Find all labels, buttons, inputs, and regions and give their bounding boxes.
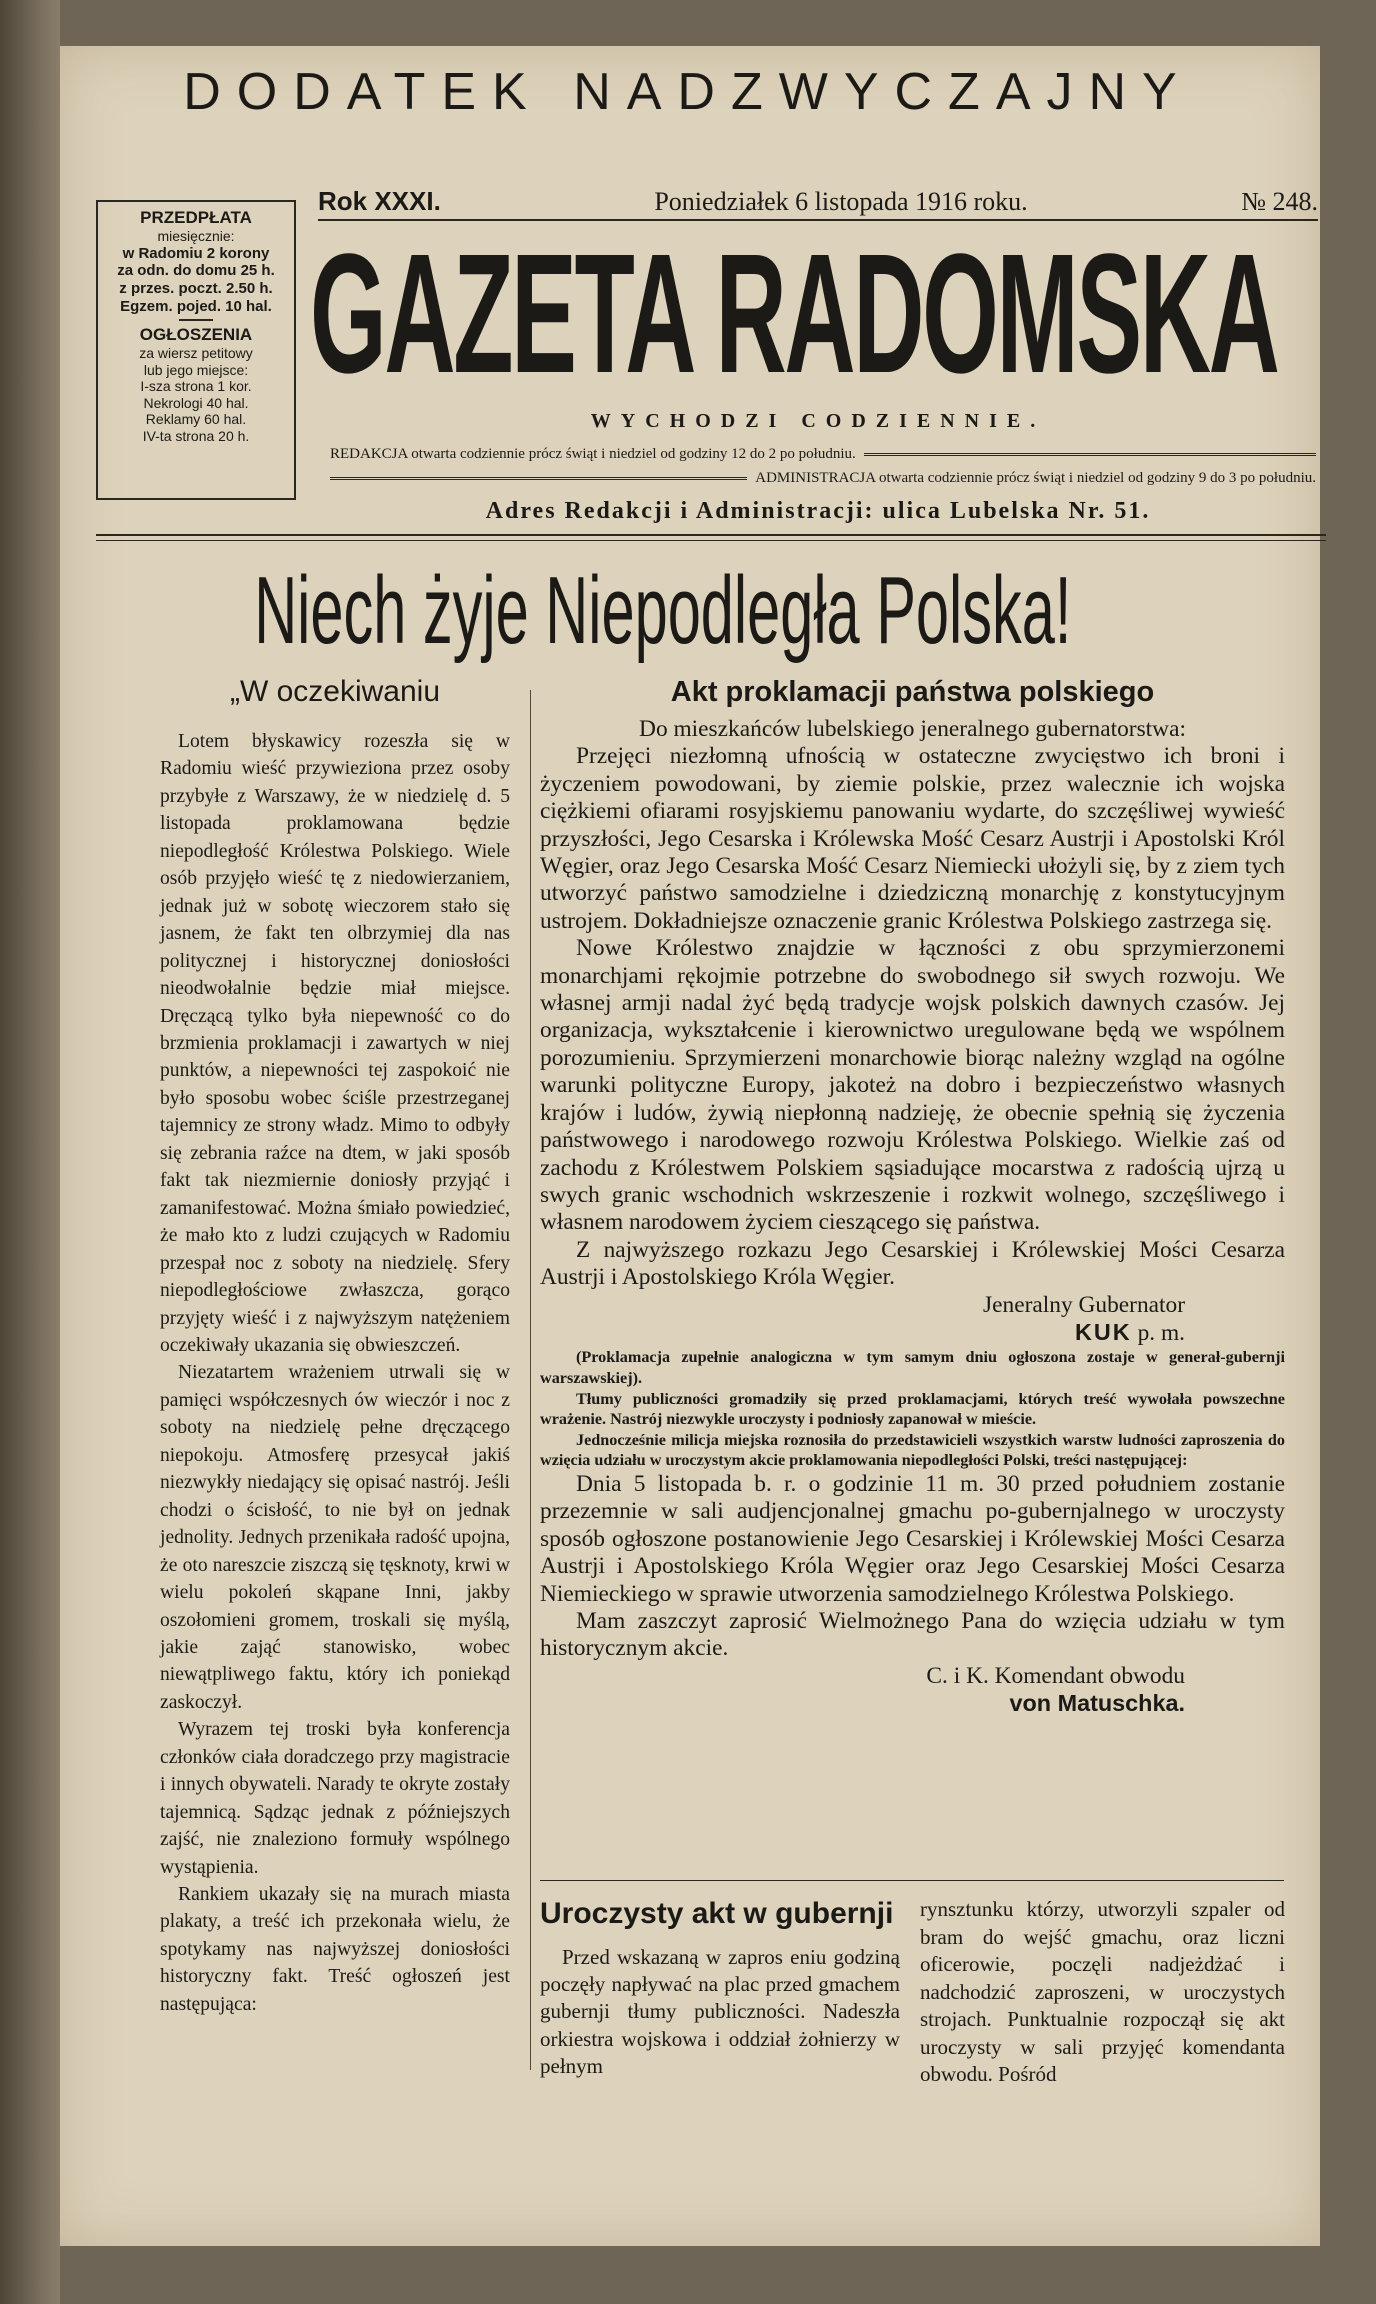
divider: [179, 319, 213, 321]
address-line: Adres Redakcji i Administracji: ulica Lubelska Nr. 51.: [485, 498, 1151, 524]
subscription-price: Egzem. pojed. 10 hal.: [120, 297, 272, 315]
issue-number: № 248.: [1241, 187, 1318, 216]
signature-title: Jeneralny Gubernator: [983, 1291, 1185, 1318]
proclamation-address: Do mieszkańców lubelskiego jeneralnego gubernatorstwa:: [639, 716, 1186, 742]
paragraph: Przed wskazaną w zapros eniu godziną poczęły napływać na plac przed gmachem gubernji tłumy publiczności. Nadeszła orkiestra wojskowa i oddział żołnierzy w pełnym: [540, 1945, 900, 2078]
ads-price: Nekrologi 40 hal.: [143, 394, 249, 411]
divider: [330, 477, 747, 480]
paragraph: Niezatartem wrażeniem utrwali się w pamięci współczesnych ów wieczór i noc z soboty na niedzielę pełne dręczącego niepokoju. Atmosferę przesycał jakiś niezwykły niedający się opisać nastrój. Jeśli chodzi o ścisłość, to nie był on jednak jednolity. Jednych przenikała radość upojna, że oto nareszcie ziszczą się tęsknoty, krwi w wielu pokoleń skąpane Inni, jakby oszołomieni gromem, troskali się myślą, jakie zająć stanowisko, wobec niewątpliwego faktu, który ich poniekąd zaskoczył.: [160, 1362, 510, 1713]
issue-year: Rok XXXI.: [318, 186, 441, 216]
ads-price: IV-ta strona 20 h.: [142, 427, 250, 444]
subscription-price: za odn. do domu 25 h.: [117, 262, 275, 280]
paragraph: rynsztunku którzy, utworzyli szpaler od bram do wejść gmachu, oraz liczni oficerowie, poczęli nadjeżdżać i nadchodzić zaproszeni, w uroczystych strojach. Punktualnie rozpoczął się akt uroczysty w sali przyjęć komendanta obwodu. Pośród: [920, 1897, 1285, 2086]
header-rule: [96, 540, 1326, 541]
ads-note: lub jego miejsce:: [143, 361, 249, 378]
proclamation-title: Akt proklamacji państwa polskiego: [670, 676, 1155, 708]
bottom-article-right: [920, 1896, 1285, 2089]
ads-price: I-sza strona 1 kor.: [140, 378, 252, 395]
note: (Proklamacja zupełnie analogiczna w tym samym dniu ogłoszona zostaje w generał-gubernji warszawskiej).: [540, 1348, 1285, 1387]
note: Jednocześnie milicja miejska roznosiła do przedstawicieli wszystkich warstw ludności zaproszenia do wzięcia udziału w uroczystym akcie proklamowania niepodległości Polski, treści następującej:: [540, 1430, 1285, 1470]
paragraph: Rankiem ukazały się na murach miasta plakaty, a treść ich przekonała wielu, że spotykamy nas najwyższej doniosłości historyczny fakt. Treść ogłoszeń jest następująca:: [160, 1884, 510, 2015]
note: Tłumy publiczności gromadziły się przed proklamacjami, których treść wywołała powszechne wrażenie. Nastrój niezwykle uroczysty i podniosły zapanował w mieście.: [540, 1389, 1285, 1429]
commander-title: C. i K. Komendant obwodu: [926, 1662, 1185, 1689]
bottom-article-left: [540, 1894, 900, 2080]
invitation-paragraph: Dnia 5 listopada b. r. o godzinie 11 m. 30 przed południem zostanie przezemnie w sali audjencjonalnej gmachu po-gubernjalnego w uroczysty sposób ogłoszone postanowienie Jego Cesarskiej i Królewskiej Mości Cesarza Austrji i Apostolskiego Króla Węgier oraz Jego Cesarskiej Mości Cesarza Niemieckiego w sprawie utworzenia samodzielnego Królestwa Polskiego.: [540, 1470, 1285, 1607]
subscription-box: [96, 200, 296, 500]
invitation-paragraph: Mam zaszczyt zaprosić Wielmożnego Pana do wzięcia udziału w tym historycznym akcie.: [540, 1607, 1285, 1662]
proclamation-article: [540, 674, 1285, 1718]
signature-suffix: p. m.: [1137, 1319, 1185, 1346]
ads-price: Reklamy 60 hal.: [145, 411, 247, 428]
subscription-title: PRZEDPŁATA: [140, 208, 252, 227]
paragraph: Nowe Królestwo znajdzie w łączności z obu sprzymierzonemi monarchjami rękojmie potrzebne do swobodnego sił swych rozwoju. We własnej armji nadal żyć będą tradycje wojsk polskich dawnych czasów. Jej organizacja, wykształcenie i kierownictwo uregulowane będą we wspólnem porozumieniu. Sprzymierzeni monarchowie biorąc należny wzgląd na ogólne warunki polityczne Europy, jakoteż na dobro i bezpieczeństwo własnych krajów i ludów, żywią niepłonną nadzieję, że obecnie spełnią się życzenia państwowego i narodowego rozwoju Królestwa Polskiego. Wielkie zaś od zachodu z Królestwem Polskiem sąsiadujące mocarstwa z radością ujrzą u swych granic wschodnich wskrzeszenie i rozkwit wolnego, szczęśliwego i własnem narodowem życiem cieszącego się państwa.: [540, 935, 1285, 1236]
header-rule: [96, 534, 1326, 536]
subscription-price: z przes. poczt. 2.50 h.: [119, 279, 273, 297]
section-rule: [540, 1880, 1284, 1881]
paragraph: Z najwyższego rozkazu Jego Cesarskiej i Królewskiej Mości Cesarza Austrji i Apostolskiego Króla Węgier.: [540, 1236, 1285, 1291]
column-divider: [530, 690, 531, 2070]
left-article: [160, 674, 510, 2018]
subscription-monthly: miesięcznie:: [157, 228, 235, 245]
paragraph: Przejęci niezłomną ufnością w ostateczne zwycięstwo ich broni i życzeniem powodowani, by ziemie polskie, przez walecznie ich wojska ciężkiemi ofiarami rosyjskiemu panowaniu wydarte, do szczęśliwej wywieść przyszłości, Jego Cesarska i Królewska Mość Cesarz Austrji i Apostolski Król Węgier, oraz Jego Cesarska Mość Cesarz Niemiecki ułożyli się, by z ziem tych utworzyć państwo samodzielne i dziedziczną monarchję z konstytucyjnym ustrojem. Dokładniejsze oznaczenie granic Królestwa Polskiego zastrzega się.: [540, 743, 1285, 934]
left-article-title: „W oczekiwaniu: [229, 675, 441, 708]
subscription-price: w Radomiu 2 korony: [122, 244, 270, 262]
ads-title: OGŁOSZENIA: [139, 325, 253, 345]
bottom-article-title: Uroczysty akt w gubernji: [540, 1897, 894, 1930]
headline: Niech żyje Niepodległa Polska!: [254, 557, 1072, 664]
administration-hours: ADMINISTRACJA otwarta codziennie prócz świąt i niedziel od godziny 9 do 3 po południu.: [755, 470, 1316, 486]
paragraph: Wyrazem tej troski była konferencja członków ciała doradczego przy magistracie i innych obywateli. Narady te okryte zostały tajemnicą. Sądząc jednak z późniejszych zajść, nie znaleziono formuły wspólnego wystąpienia.: [160, 1719, 510, 1878]
frequency-line: WYCHODZI CODZIENNIE.: [590, 410, 1046, 432]
ads-note: za wiersz petitowy: [139, 345, 253, 362]
paragraph: Lotem błyskawicy rozeszła się w Radomiu wieść przywieziona przez osoby przybyłe z Warszawy, że w niedzielę d. 5 listopada proklamowana będzie niepodległość Królestwa Polskiego. Wiele osób przyjęło wieść tę z niedowierzaniem, jednak już w sobotę wieczorem stało się jasnem, że fakt ten olbrzymiej dla nas politycznej i historycznej doniosłości nieodwołalnie będzie miał miejsce. Dręczącą tylko była niepewność co do brzmienia proklamacji i zawartych w niej punktów, a niepewności tej zaspokoić nie było sposobu wobec ściśle przestrzeganej tajemnicy ze strony władz. Mimo to odbyły się zebrania raźce na dtem, w jaki sposób fakt tak niezmiernie doniosły przyjąć i zamanifestować. Można śmiało powiedzieć, że mało kto z ludzi czujących w Radomiu przespał noc z soboty na niedzielę. Sfery niepodległościowe zwłaszcza, gorąco przyjęty wieść i z najwyższym natężeniem oczekiwały ukazania się obwieszczeń.: [160, 731, 510, 1356]
signature: [540, 1319, 1285, 1347]
editorial-hours: REDAKCJA otwarta codziennie prócz świąt i niedziel od godziny 12 do 2 po południu.: [330, 446, 856, 462]
supertitle: DODATEK NADZWYCZAJNY: [183, 63, 1193, 121]
office-hours: [330, 442, 1316, 490]
issue-date: Poniedziałek 6 listopada 1916 roku.: [654, 187, 1028, 216]
issue-line: [318, 186, 1318, 221]
signature-name: KUK: [1075, 1318, 1132, 1345]
commander-name: von Matuschka.: [1009, 1690, 1185, 1717]
divider: [864, 453, 1316, 456]
masthead: GAZETA RADOMSKA: [310, 219, 1278, 409]
binding-spine: [0, 0, 60, 2304]
